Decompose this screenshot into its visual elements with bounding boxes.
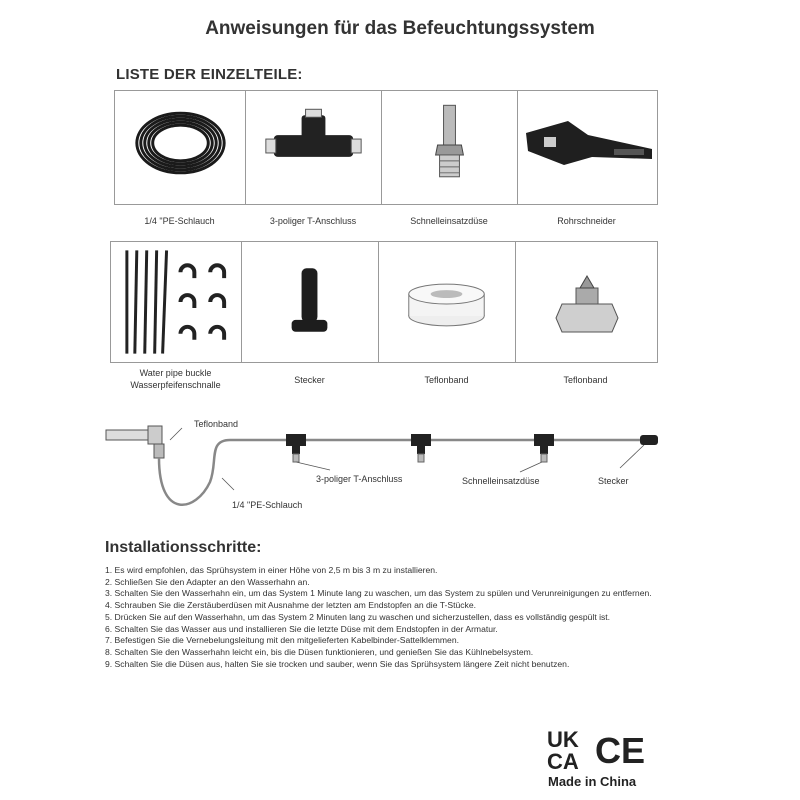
made-in-label: Made in China <box>548 774 637 789</box>
ukca-mark-top: UK <box>547 727 579 752</box>
ce-mark: CE <box>595 730 646 771</box>
step-item: 8. Schalten Sie den Wasserhahn leicht ein, bis die Düsen funktionieren, und genießen Sie das Kühlnebelsystem. <box>105 646 534 657</box>
end-plug-cell <box>242 242 379 362</box>
tee-connector-cell <box>246 91 382 204</box>
assembly-diagram <box>100 410 670 520</box>
part-label-clips-de: Wasserpfeifenschnalle <box>130 380 221 390</box>
pipe-cutter-icon <box>518 91 657 204</box>
part-label-plug: Stecker <box>294 375 325 385</box>
parts-grid-row-1 <box>114 90 658 205</box>
installation-steps <box>105 565 660 670</box>
part-label-adapter: Teflonband <box>563 375 608 385</box>
pipe-clips-cell <box>111 242 242 362</box>
nozzle-cell <box>382 91 518 204</box>
step-item: 4. Schrauben Sie die Zerstäuberdüsen mit Ausnahme der letzten am Endstopfen an die T-Stücke. <box>105 600 477 611</box>
part-label-teflon: Teflonband <box>424 375 469 385</box>
step-item: 6. Schalten Sie das Wasser aus und installieren Sie die letzte Düse mit dem Endstopfen in der Armatur. <box>105 623 498 634</box>
assembly-diagram-drawing <box>100 410 670 520</box>
diagram-label-nozzle: Schnelleinsatzdüse <box>462 476 540 486</box>
step-item: 2. Schließen Sie den Adapter an den Wasserhahn an. <box>105 576 310 587</box>
nozzle-icon <box>382 91 517 204</box>
part-label-hose: 1/4 "PE-Schlauch <box>144 216 215 226</box>
teflon-tape-cell <box>379 242 516 362</box>
diagram-label-hose: 1/4 "PE-Schlauch <box>232 500 303 510</box>
end-plug-icon <box>242 242 378 362</box>
step-item: 3. Schalten Sie den Wasserhahn ein, um das System 1 Minute lang zu waschen, um das System zu spülen und Verunreinigungen zu entfernen. <box>105 588 652 599</box>
diagram-label-plug: Stecker <box>598 476 629 486</box>
diagram-label-tee: 3-poliger T-Anschluss <box>316 474 403 484</box>
parts-grid-row-2 <box>110 241 658 363</box>
coiled-hose-icon <box>115 91 245 204</box>
part-label-clips <box>110 367 241 391</box>
faucet-adapter-cell <box>516 242 657 362</box>
part-label-cutter: Rohrschneider <box>557 216 616 226</box>
part-label-nozzle: Schnelleinsatzdüse <box>410 216 488 226</box>
part-label-clips-en: Water pipe buckle <box>139 368 212 378</box>
ukca-mark-bottom: CA <box>547 749 579 774</box>
pipe-clips-icon <box>111 242 241 362</box>
tee-connector-icon <box>246 91 381 204</box>
step-item: 5. Drücken Sie auf den Wasserhahn, um das System 2 Minuten lang zu waschen und sicherzustellen, dass es vollständig gespült ist. <box>105 611 611 622</box>
faucet-adapter-icon <box>516 242 657 362</box>
installation-heading: Installationsschritte: <box>105 539 262 556</box>
step-item: 1. Es wird empfohlen, das Sprühsystem in einer Höhe von 2,5 m bis 3 m zu installieren. <box>105 565 438 575</box>
page-title: Anweisungen für das Befeuchtungssystem <box>205 18 595 39</box>
step-item: 9. Schalten Sie die Düsen aus, halten Sie sie trocken und sauber, wenn Sie das Sprühsystem längere Zeit nicht benutzen. <box>105 658 570 669</box>
parts-list-heading: LISTE DER EINZELTEILE: <box>116 66 303 83</box>
coiled-hose-cell <box>115 91 246 204</box>
diagram-label-teflon: Teflonband <box>194 419 239 429</box>
pipe-cutter-cell <box>518 91 657 204</box>
part-label-tee: 3-poliger T-Anschluss <box>269 216 357 226</box>
step-item: 7. Befestigen Sie die Vernebelungsleitung mit den mitgelieferten Kabelbinder-Sattelklemmen. <box>105 635 459 646</box>
teflon-tape-icon <box>379 242 515 362</box>
